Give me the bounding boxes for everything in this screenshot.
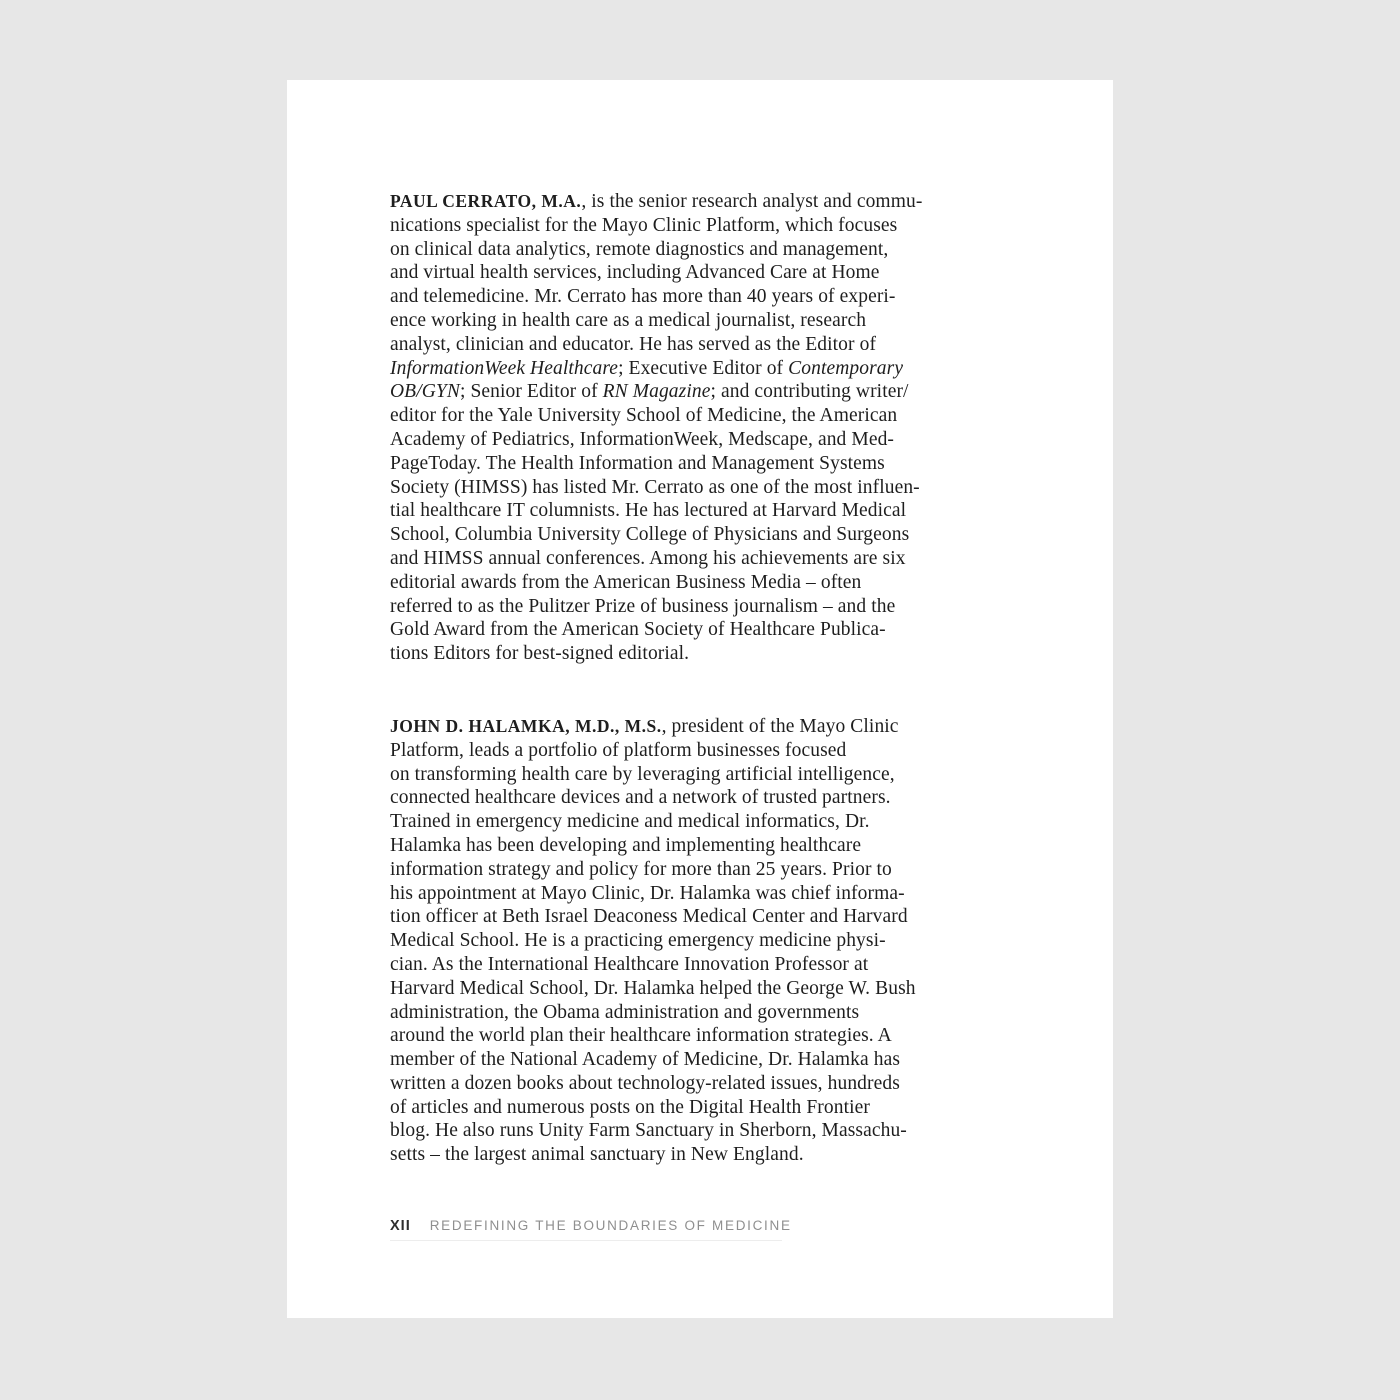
text-line: Gold Award from the American Society of Healthcare Publica- (390, 619, 886, 641)
text-line: School, Columbia University College of Physicians and Surgeons (390, 524, 910, 546)
text-line: cian. As the International Healthcare Innovation Professor at (390, 953, 869, 975)
text-line: OB/GYN; Senior Editor of RN Magazine; and contributing writer/ (390, 381, 909, 403)
text-line: written a dozen books about technology-related issues, hundreds (390, 1072, 900, 1094)
text-line: member of the National Academy of Medicine, Dr. Halamka has (390, 1049, 901, 1071)
text-line: analyst, clinician and educator. He has served as the Editor of (390, 333, 877, 355)
text-line: PAUL CERRATO, M.A., is the senior research analyst and commu- (390, 191, 923, 212)
text-line: JOHN D. HALAMKA, M.D., M.S., president of the Mayo Clinic (390, 715, 899, 737)
text-line: Academy of Pediatrics, InformationWeek, Medscape, and Med- (390, 428, 895, 450)
running-title: REDEFINING THE BOUNDARIES OF MEDICINE (429, 1218, 792, 1233)
text-line: InformationWeek Healthcare; Executive Editor of Contemporary (390, 357, 904, 379)
text-line: information strategy and policy for more than 25 years. Prior to (390, 858, 892, 880)
text-line: PageToday. The Health Information and Management Systems (390, 452, 885, 474)
text-line: around the world plan their healthcare information strategies. A (390, 1025, 892, 1047)
text-line: Harvard Medical School, Dr. Halamka helped the George W. Bush (390, 977, 916, 999)
text-line: ence working in health care as a medical journalist, research (390, 309, 867, 331)
text-line: nications specialist for the Mayo Clinic Platform, which focuses (390, 214, 898, 236)
text-line: tial healthcare IT columnists. He has lectured at Harvard Medical (390, 500, 907, 522)
text-line: Society (HIMSS) has listed Mr. Cerrato as one of the most influen- (390, 476, 920, 498)
text-line: and HIMSS annual conferences. Among his achievements are six (390, 547, 906, 569)
footer-rule (390, 1240, 782, 1241)
text-line: on transforming health care by leveraging artificial intelligence, (390, 763, 895, 785)
page-footer (390, 1218, 792, 1234)
text-line: blog. He also runs Unity Farm Sanctuary in Sherborn, Massachu- (390, 1120, 907, 1142)
text-line: connected healthcare devices and a network of trusted partners. (390, 787, 891, 809)
text-line: and virtual health services, including Advanced Care at Home (390, 262, 880, 284)
text-line: of articles and numerous posts on the Digital Health Frontier (390, 1096, 870, 1118)
text-line: tion officer at Beth Israel Deaconess Medical Center and Harvard (390, 906, 908, 928)
text-line: and telemedicine. Mr. Cerrato has more than 40 years of experi- (390, 286, 896, 308)
text-line: editorial awards from the American Business Media – often (390, 571, 862, 593)
bio-paragraph (390, 190, 970, 666)
author-bios (390, 190, 970, 1167)
text-line: editor for the Yale University School of Medicine, the American (390, 405, 898, 427)
text-line: Platform, leads a portfolio of platform businesses focused (390, 739, 847, 761)
text-line: his appointment at Mayo Clinic, Dr. Halamka was chief informa- (390, 882, 905, 904)
text-line: on clinical data analytics, remote diagnostics and management, (390, 238, 889, 260)
text-line: Medical School. He is a practicing emergency medicine physi- (390, 930, 886, 952)
text-line: Trained in emergency medicine and medical informatics, Dr. (390, 811, 870, 833)
text-line: Halamka has been developing and implementing healthcare (390, 834, 862, 856)
page-number: XII (390, 1218, 411, 1234)
text-line: tions Editors for best-signed editorial. (390, 643, 690, 665)
book-page (287, 80, 1113, 1318)
text-line: referred to as the Pulitzer Prize of business journalism – and the (390, 595, 896, 617)
text-line: setts – the largest animal sanctuary in New England. (390, 1144, 804, 1166)
bio-paragraph (390, 715, 970, 1167)
text-line: administration, the Obama administration and governments (390, 1001, 860, 1023)
